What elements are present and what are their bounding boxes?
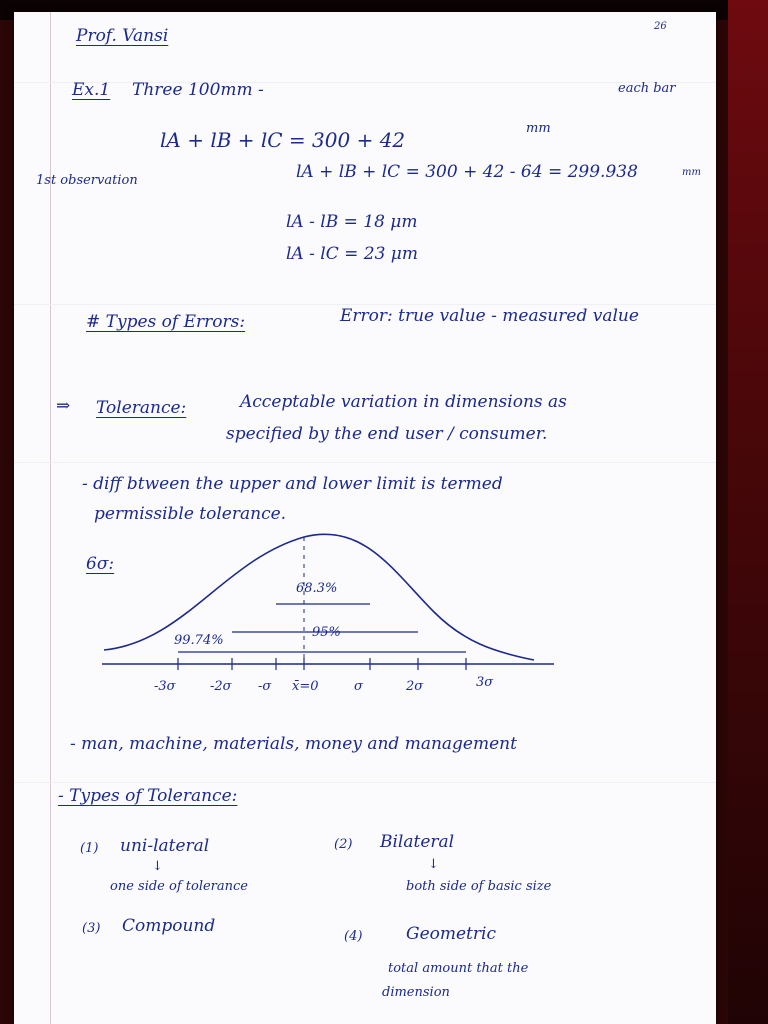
pct-95: 95% (312, 625, 341, 640)
bilateral-label: Bilateral (380, 832, 455, 852)
example-statement-tail: each bar (618, 81, 676, 96)
bell-curve (104, 534, 534, 660)
factors-line: - man, machine, materials, money and management (70, 734, 517, 754)
down-arrow-icon: ↓ (152, 859, 163, 874)
background-fabric (728, 0, 768, 1024)
equation-ac: lA - lC = 23 μm (286, 244, 418, 264)
compound-label: Compound (122, 916, 216, 936)
pct-99: 99.74% (174, 633, 224, 648)
item-number-3: (3) (82, 921, 101, 936)
observation-unit: mm (682, 167, 701, 178)
notebook-page (14, 12, 716, 1024)
tolerance-heading: Tolerance: (96, 398, 187, 418)
geometric-desc: total amount that the (388, 961, 529, 976)
tick-minus-1: -σ (258, 679, 272, 694)
geometric-label: Geometric (406, 924, 496, 944)
errors-heading: # Types of Errors: (86, 312, 246, 332)
error-definition: Error: true value - measured value (340, 306, 639, 326)
tolerance-definition-line1: Acceptable variation in dimensions as (240, 392, 567, 412)
unilateral-label: uni-lateral (120, 836, 210, 856)
bilateral-desc: both side of basic size (406, 879, 552, 894)
tolerance-diff-line1: - diff btween the upper and lower limit is termed (82, 474, 503, 494)
unit-mm: mm (526, 121, 551, 136)
tick-mean: x̄=0 (292, 679, 319, 694)
example-statement: Three 100mm - (132, 80, 264, 100)
equation-observation: lA + lB + lC = 300 + 42 - 64 = 299.938 (296, 162, 638, 182)
tolerance-definition-line2: specified by the end user / consumer. (226, 424, 548, 444)
item-number-4: (4) (344, 929, 363, 944)
pct-68: 68.3% (296, 581, 338, 596)
example-label: Ex.1 (72, 80, 111, 100)
equation-ab: lA - lB = 18 μm (286, 212, 418, 232)
arrow-icon: ⇒ (56, 396, 71, 416)
normal-distribution-diagram (14, 12, 716, 1024)
tolerance-diff-line2: permissible tolerance. (94, 504, 287, 524)
author-name: Prof. Vansi (76, 26, 169, 46)
observation-label: 1st observation (36, 173, 138, 188)
page-number: 26 (654, 21, 667, 32)
tick-minus-3: -3σ (154, 679, 176, 694)
geometric-desc-2: dimension (382, 985, 450, 1000)
types-tolerance-heading: - Types of Tolerance: (58, 786, 238, 806)
down-arrow-icon: ↓ (428, 857, 439, 872)
item-number-2: (2) (334, 837, 353, 852)
unilateral-desc: one side of tolerance (110, 879, 248, 894)
tick-plus-1: σ (354, 679, 363, 694)
tick-plus-3: 3σ (476, 675, 494, 690)
graph-label: 6σ: (86, 554, 115, 574)
equation-sum: lA + lB + lC = 300 + 42 (160, 128, 406, 152)
tick-minus-2: -2σ (210, 679, 232, 694)
tick-plus-2: 2σ (406, 679, 424, 694)
item-number-1: (1) (80, 841, 99, 856)
